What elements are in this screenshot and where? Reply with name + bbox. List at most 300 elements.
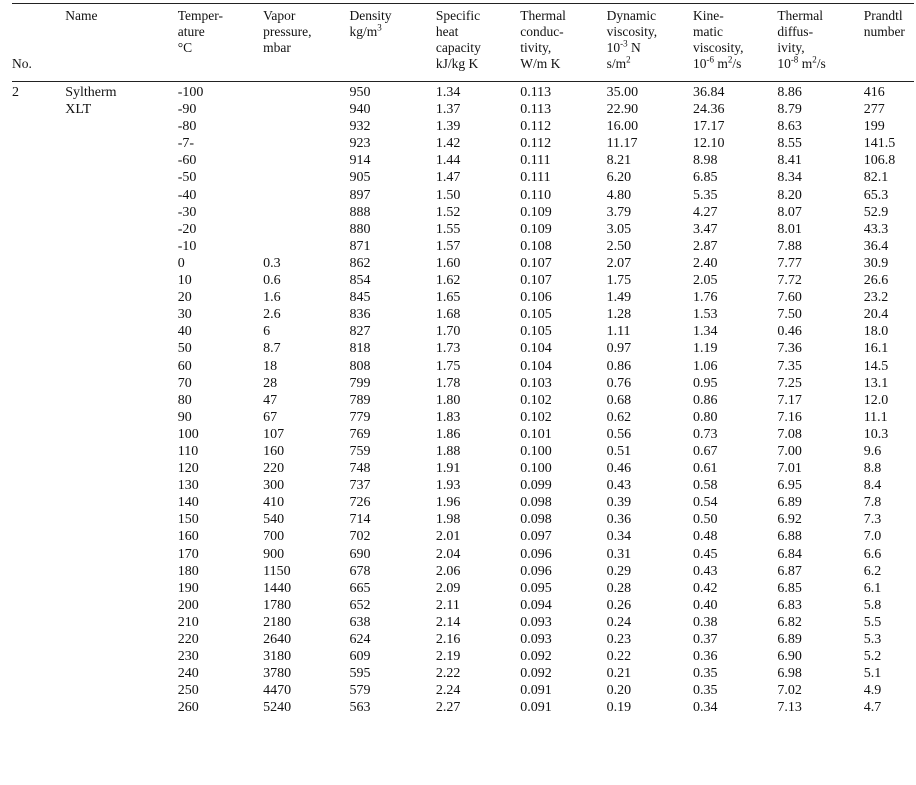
table-row <box>12 323 914 340</box>
cell-vapor-pressure <box>263 118 349 135</box>
cell-thermal-conductivity: 0.112 <box>520 119 552 135</box>
cell-specific-heat: 1.60 <box>435 255 461 271</box>
cell-thermal-diffusivity: 6.89 <box>777 495 802 511</box>
cell-name <box>65 187 177 204</box>
cell-specific-heat: 2.09 <box>435 580 461 596</box>
cell-dynamic-viscosity: 0.28 <box>606 580 632 596</box>
cell-temperature: -80 <box>177 119 197 135</box>
cell-vapor-pressure: 220 <box>263 461 285 477</box>
cell-specific-heat: 2.19 <box>435 649 461 665</box>
cell-name <box>65 443 177 460</box>
cell-name <box>65 580 177 597</box>
table-row <box>12 272 914 289</box>
cell-specific-heat: 1.42 <box>435 136 461 152</box>
cell-no <box>12 563 65 580</box>
cell-temperature: 0 <box>177 255 185 271</box>
cell-density: 638 <box>349 614 371 630</box>
cell-vapor-pressure: 160 <box>263 443 285 459</box>
cell-thermal-diffusivity: 7.02 <box>777 683 802 699</box>
cell-prandtl: 6.6 <box>863 546 882 562</box>
cell-prandtl: 6.2 <box>863 563 882 579</box>
cell-prandtl: 36.4 <box>863 238 889 254</box>
table-row <box>12 477 914 494</box>
cell-prandtl: 16.1 <box>863 341 889 357</box>
cell-specific-heat: 1.75 <box>435 358 461 374</box>
cell-thermal-conductivity: 0.109 <box>520 221 552 237</box>
cell-no <box>12 511 65 528</box>
cell-density: 932 <box>349 119 371 135</box>
cell-dynamic-viscosity: 1.75 <box>606 273 632 289</box>
cell-thermal-diffusivity: 8.41 <box>777 153 802 169</box>
cell-thermal-conductivity: 0.101 <box>520 426 552 442</box>
cell-name <box>65 682 177 699</box>
cell-vapor-pressure: 67 <box>263 409 278 425</box>
header-name: Name <box>65 8 98 23</box>
cell-thermal-diffusivity: 6.92 <box>777 512 802 528</box>
cell-vapor-pressure: 700 <box>263 529 285 545</box>
cell-kinematic-viscosity: 1.76 <box>692 290 718 306</box>
cell-prandtl: 8.8 <box>863 461 882 477</box>
cell-density: 897 <box>349 187 371 203</box>
cell-prandtl: 65.3 <box>863 187 889 203</box>
cell-temperature: 140 <box>177 495 199 511</box>
cell-no <box>12 340 65 357</box>
cell-density: 888 <box>349 204 371 220</box>
table-row <box>12 358 914 375</box>
table-row <box>12 546 914 563</box>
cell-density: 940 <box>349 102 371 118</box>
cell-kinematic-viscosity: 5.35 <box>692 187 718 203</box>
cell-thermal-conductivity: 0.105 <box>520 307 552 323</box>
cell-prandtl: 20.4 <box>863 307 889 323</box>
cell-dynamic-viscosity: 0.34 <box>606 529 632 545</box>
cell-prandtl: 5.2 <box>863 649 882 665</box>
cell-thermal-conductivity: 0.094 <box>520 597 552 613</box>
cell-dynamic-viscosity: 0.76 <box>606 375 632 391</box>
cell-specific-heat: 1.86 <box>435 426 461 442</box>
cell-vapor-pressure: 2640 <box>263 632 292 647</box>
cell-thermal-diffusivity: 7.35 <box>777 358 802 374</box>
cell-specific-heat: 2.06 <box>435 563 461 579</box>
cell-density: 702 <box>349 529 371 545</box>
cell-specific-heat: 1.52 <box>435 204 461 220</box>
header-kinematic-viscosity: Kine- matic viscosity, $10^{-6}$ $m^2/s$ <box>692 8 744 71</box>
cell-dynamic-viscosity: 1.49 <box>606 290 632 306</box>
cell-vapor-pressure: 107 <box>263 426 285 442</box>
cell-specific-heat: 1.78 <box>435 375 461 391</box>
cell-no <box>12 494 65 511</box>
cell-name <box>65 597 177 614</box>
cell-vapor-pressure <box>263 152 349 169</box>
cell-specific-heat: 1.88 <box>435 443 461 459</box>
cell-density: 748 <box>349 461 371 477</box>
cell-temperature: 40 <box>177 324 192 340</box>
cell-thermal-diffusivity: 7.01 <box>777 461 802 477</box>
cell-thermal-conductivity: 0.097 <box>520 529 552 545</box>
table-row <box>12 118 914 135</box>
cell-kinematic-viscosity: 2.87 <box>692 238 718 254</box>
table-row <box>12 340 914 357</box>
cell-kinematic-viscosity: 0.48 <box>692 529 718 545</box>
cell-vapor-pressure: 3780 <box>263 666 292 682</box>
cell-density: 678 <box>349 563 371 579</box>
cell-name <box>65 238 177 255</box>
cell-kinematic-viscosity: 4.27 <box>692 204 718 220</box>
cell-dynamic-viscosity: 22.90 <box>606 102 639 118</box>
cell-prandtl: 106.8 <box>863 153 896 169</box>
cell-kinematic-viscosity: 1.34 <box>692 324 718 340</box>
cell-thermal-conductivity: 0.106 <box>520 290 552 306</box>
cell-temperature: 80 <box>177 392 192 408</box>
cell-name <box>65 204 177 221</box>
table-row <box>12 306 914 323</box>
cell-prandtl: 199 <box>863 119 885 135</box>
cell-thermal-conductivity: 0.109 <box>520 204 552 220</box>
cell-prandtl: 5.3 <box>863 632 882 647</box>
header-temperature: Temper- ature °C <box>177 8 223 55</box>
cell-name <box>65 306 177 323</box>
table-row <box>12 76 914 101</box>
cell-dynamic-viscosity: 0.23 <box>606 632 632 647</box>
cell-thermal-conductivity: 0.111 <box>520 170 551 186</box>
cell-name <box>65 699 177 716</box>
cell-vapor-pressure: 300 <box>263 478 285 494</box>
cell-dynamic-viscosity: 8.21 <box>606 153 632 169</box>
cell-kinematic-viscosity: 1.06 <box>692 358 718 374</box>
cell-no <box>12 238 65 255</box>
cell-prandtl: 416 <box>863 85 885 100</box>
header-density: Density $kg/m^3$ <box>349 8 392 39</box>
cell-thermal-diffusivity: 6.88 <box>777 529 802 545</box>
cell-vapor-pressure <box>263 204 349 221</box>
cell-prandtl: 10.3 <box>863 426 889 442</box>
cell-vapor-pressure: 28 <box>263 375 278 391</box>
cell-vapor-pressure: 47 <box>263 392 278 408</box>
cell-kinematic-viscosity: 0.42 <box>692 580 718 596</box>
table-row <box>12 238 914 255</box>
cell-thermal-conductivity: 0.098 <box>520 512 552 528</box>
cell-temperature: 130 <box>177 478 199 494</box>
cell-temperature: 260 <box>177 700 199 716</box>
cell-prandtl: 82.1 <box>863 170 889 186</box>
cell-kinematic-viscosity: 0.67 <box>692 443 718 459</box>
cell-temperature: 190 <box>177 580 199 596</box>
cell-prandtl: 30.9 <box>863 255 889 271</box>
cell-kinematic-viscosity: 0.50 <box>692 512 718 528</box>
cell-thermal-conductivity: 0.093 <box>520 614 552 630</box>
cell-thermal-diffusivity: 7.72 <box>777 273 802 289</box>
cell-no <box>12 426 65 443</box>
cell-specific-heat: 1.91 <box>435 461 461 477</box>
cell-dynamic-viscosity: 3.05 <box>606 221 632 237</box>
cell-no <box>12 375 65 392</box>
cell-name <box>65 528 177 545</box>
cell-prandtl: 7.8 <box>863 495 882 511</box>
cell-name <box>65 340 177 357</box>
cell-temperature: 20 <box>177 290 192 306</box>
cell-vapor-pressure <box>263 169 349 186</box>
cell-temperature: 90 <box>177 409 192 425</box>
cell-no <box>12 169 65 186</box>
cell-name <box>65 648 177 665</box>
cell-name <box>65 563 177 580</box>
cell-thermal-conductivity: 0.103 <box>520 375 552 391</box>
cell-temperature: 220 <box>177 632 199 647</box>
cell-density: 880 <box>349 221 371 237</box>
cell-specific-heat: 1.44 <box>435 153 461 169</box>
cell-density: 923 <box>349 136 371 152</box>
cell-density: 779 <box>349 409 371 425</box>
cell-no <box>12 546 65 563</box>
cell-no <box>12 682 65 699</box>
cell-specific-heat: 1.73 <box>435 341 461 357</box>
header-vapor-pressure: Vapor pressure, mbar <box>263 8 312 55</box>
cell-prandtl: 4.7 <box>863 700 882 716</box>
cell-thermal-diffusivity: 6.82 <box>777 614 802 630</box>
cell-thermal-diffusivity: 6.89 <box>777 632 802 647</box>
cell-thermal-diffusivity: 8.79 <box>777 102 802 118</box>
cell-specific-heat: 1.50 <box>435 187 461 203</box>
cell-name <box>65 289 177 306</box>
cell-name <box>65 375 177 392</box>
cell-temperature: 210 <box>177 614 199 630</box>
cell-thermal-conductivity: 0.096 <box>520 563 552 579</box>
cell-dynamic-viscosity: 0.68 <box>606 392 632 408</box>
cell-specific-heat: 2.27 <box>435 700 461 716</box>
cell-thermal-diffusivity: 0.46 <box>777 324 802 340</box>
cell-prandtl: 52.9 <box>863 204 889 220</box>
cell-name <box>65 511 177 528</box>
cell-no <box>12 135 65 152</box>
cell-kinematic-viscosity: 0.40 <box>692 597 718 613</box>
cell-dynamic-viscosity: 0.36 <box>606 512 632 528</box>
cell-vapor-pressure: 1440 <box>263 580 292 596</box>
cell-dynamic-viscosity: 0.19 <box>606 700 632 716</box>
cell-no <box>12 272 65 289</box>
cell-kinematic-viscosity: 0.34 <box>692 700 718 716</box>
header-thermal-conductivity: Thermal conduc- tivity, W/m K <box>520 8 566 71</box>
cell-density: 737 <box>349 478 371 494</box>
cell-density: 789 <box>349 392 371 408</box>
cell-prandtl: 12.0 <box>863 392 889 408</box>
cell-no <box>12 152 65 169</box>
cell-kinematic-viscosity: 1.19 <box>692 341 718 357</box>
table-row <box>12 221 914 238</box>
cell-temperature: -40 <box>177 187 197 203</box>
cell-temperature: 200 <box>177 597 199 613</box>
cell-thermal-conductivity: 0.091 <box>520 700 552 716</box>
cell-kinematic-viscosity: 0.58 <box>692 478 718 494</box>
cell-kinematic-viscosity: 24.36 <box>692 102 725 118</box>
cell-thermal-conductivity: 0.091 <box>520 683 552 699</box>
cell-dynamic-viscosity: 0.39 <box>606 495 632 511</box>
cell-no <box>12 392 65 409</box>
cell-specific-heat: 1.96 <box>435 495 461 511</box>
cell-thermal-diffusivity: 7.88 <box>777 238 802 254</box>
cell-density: 609 <box>349 649 371 665</box>
cell-specific-heat: 1.34 <box>435 85 461 100</box>
cell-thermal-diffusivity: 6.98 <box>777 666 802 682</box>
cell-prandtl: 8.4 <box>863 478 882 494</box>
cell-density: 914 <box>349 153 371 169</box>
cell-no <box>12 101 65 118</box>
cell-vapor-pressure: 18 <box>263 358 278 374</box>
cell-temperature: 250 <box>177 683 199 699</box>
cell-kinematic-viscosity: 0.36 <box>692 649 718 665</box>
cell-kinematic-viscosity: 0.54 <box>692 495 718 511</box>
table-row <box>12 169 914 186</box>
cell-thermal-conductivity: 0.107 <box>520 273 552 289</box>
cell-vapor-pressure: 2180 <box>263 614 292 630</box>
cell-dynamic-viscosity: 0.56 <box>606 426 632 442</box>
table-row <box>12 563 914 580</box>
cell-vapor-pressure: 8.7 <box>263 341 281 357</box>
cell-no <box>12 255 65 272</box>
cell-specific-heat: 1.93 <box>435 478 461 494</box>
cell-thermal-conductivity: 0.104 <box>520 358 552 374</box>
cell-thermal-diffusivity: 8.34 <box>777 170 802 186</box>
table-row <box>12 426 914 443</box>
cell-thermal-conductivity: 0.092 <box>520 649 552 665</box>
cell-specific-heat: 2.24 <box>435 683 461 699</box>
cell-no <box>12 477 65 494</box>
cell-specific-heat: 2.14 <box>435 614 461 630</box>
cell-no <box>12 580 65 597</box>
cell-thermal-conductivity: 0.113 <box>520 85 552 100</box>
cell-thermal-diffusivity: 8.07 <box>777 204 802 220</box>
cell-dynamic-viscosity: 16.00 <box>606 119 639 135</box>
cell-dynamic-viscosity: 11.17 <box>606 136 638 152</box>
cell-name: Syltherm <box>65 85 117 100</box>
cell-prandtl: 5.5 <box>863 614 882 630</box>
cell-specific-heat: 1.62 <box>435 273 461 289</box>
cell-kinematic-viscosity: 0.35 <box>692 683 718 699</box>
table-row <box>12 631 914 648</box>
cell-density: 854 <box>349 273 371 289</box>
cell-name <box>65 631 177 648</box>
cell-thermal-diffusivity: 7.36 <box>777 341 802 357</box>
cell-kinematic-viscosity: 0.37 <box>692 632 718 647</box>
header-dynamic-viscosity: Dynamic viscosity, $10^{-3}$ N $s/m^2$ <box>606 8 658 71</box>
cell-dynamic-viscosity: 0.86 <box>606 358 632 374</box>
table-row <box>12 255 914 272</box>
cell-name <box>65 392 177 409</box>
cell-no <box>12 648 65 665</box>
cell-name <box>65 221 177 238</box>
cell-prandtl: 7.0 <box>863 529 882 545</box>
cell-thermal-conductivity: 0.096 <box>520 546 552 562</box>
cell-dynamic-viscosity: 2.50 <box>606 238 632 254</box>
cell-kinematic-viscosity: 0.80 <box>692 409 718 425</box>
cell-no <box>12 289 65 306</box>
cell-no <box>12 306 65 323</box>
cell-temperature: 70 <box>177 375 192 391</box>
cell-specific-heat: 1.39 <box>435 119 461 135</box>
table-row <box>12 152 914 169</box>
cell-temperature: 10 <box>177 273 192 289</box>
cell-vapor-pressure: 3180 <box>263 649 292 665</box>
cell-density: 579 <box>349 683 371 699</box>
cell-prandtl: 5.1 <box>863 666 882 682</box>
cell-vapor-pressure: 1.6 <box>263 290 281 306</box>
header-prandtl: Prandtl number <box>863 8 905 39</box>
cell-no <box>12 323 65 340</box>
cell-no <box>12 528 65 545</box>
cell-temperature: 50 <box>177 341 192 357</box>
cell-prandtl: 5.8 <box>863 597 882 613</box>
cell-prandtl: 23.2 <box>863 290 889 306</box>
cell-specific-heat: 2.22 <box>435 666 461 682</box>
cell-thermal-diffusivity: 8.63 <box>777 119 802 135</box>
cell-no <box>12 460 65 477</box>
cell-thermal-conductivity: 0.095 <box>520 580 552 596</box>
header-no: No. <box>12 56 32 71</box>
cell-density: 690 <box>349 546 371 562</box>
cell-vapor-pressure: 1780 <box>263 597 292 613</box>
cell-no <box>12 358 65 375</box>
cell-thermal-diffusivity: 6.95 <box>777 478 802 494</box>
cell-temperature: 240 <box>177 666 199 682</box>
cell-thermal-conductivity: 0.099 <box>520 478 552 494</box>
cell-thermal-diffusivity: 8.55 <box>777 136 802 152</box>
cell-temperature: 30 <box>177 307 192 323</box>
cell-kinematic-viscosity: 0.86 <box>692 392 718 408</box>
table-row <box>12 135 914 152</box>
cell-density: 808 <box>349 358 371 374</box>
cell-dynamic-viscosity: 0.20 <box>606 683 632 699</box>
cell-dynamic-viscosity: 0.62 <box>606 409 632 425</box>
cell-prandtl: 14.5 <box>863 358 889 374</box>
cell-name <box>65 494 177 511</box>
cell-dynamic-viscosity: 0.46 <box>606 461 632 477</box>
cell-name <box>65 665 177 682</box>
cell-no <box>12 187 65 204</box>
cell-no <box>12 631 65 648</box>
cell-name <box>65 546 177 563</box>
cell-no <box>12 665 65 682</box>
table-body <box>12 76 914 716</box>
cell-specific-heat: 2.04 <box>435 546 461 562</box>
cell-vapor-pressure <box>263 187 349 204</box>
cell-vapor-pressure: 6 <box>263 324 271 340</box>
cell-dynamic-viscosity: 35.00 <box>606 85 639 100</box>
cell-kinematic-viscosity: 17.17 <box>692 119 725 135</box>
cell-name <box>65 358 177 375</box>
cell-no <box>12 597 65 614</box>
cell-thermal-conductivity: 0.110 <box>520 187 552 203</box>
cell-name <box>65 477 177 494</box>
cell-no <box>12 221 65 238</box>
cell-specific-heat: 1.98 <box>435 512 461 528</box>
cell-dynamic-viscosity: 0.29 <box>606 563 632 579</box>
cell-temperature: 120 <box>177 461 199 477</box>
table-row <box>12 289 914 306</box>
cell-prandtl: 11.1 <box>863 409 888 425</box>
cell-density: 827 <box>349 324 371 340</box>
cell-density: 665 <box>349 580 371 596</box>
cell-name <box>65 152 177 169</box>
table-row <box>12 614 914 631</box>
cell-temperature: -30 <box>177 204 197 220</box>
cell-no: 2 <box>12 85 19 100</box>
cell-specific-heat: 1.47 <box>435 170 461 186</box>
cell-vapor-pressure <box>263 238 349 255</box>
cell-specific-heat: 1.55 <box>435 221 461 237</box>
cell-prandtl: 18.0 <box>863 324 889 340</box>
cell-vapor-pressure: 540 <box>263 512 285 528</box>
cell-density: 799 <box>349 375 371 391</box>
cell-vapor-pressure: 1150 <box>263 563 291 579</box>
